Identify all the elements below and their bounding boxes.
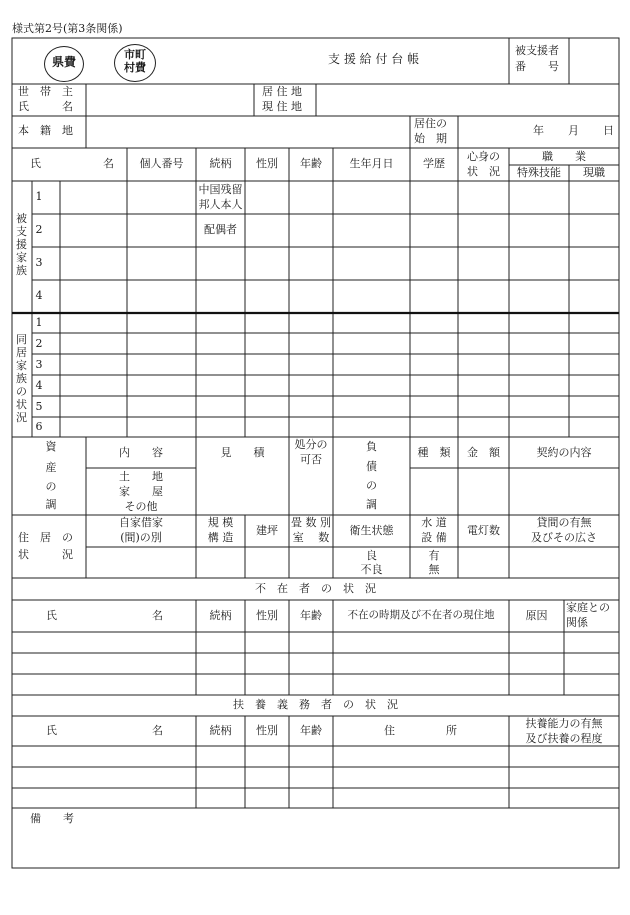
col-education: 学歴 <box>423 157 445 170</box>
col-relation: 続柄 <box>209 157 232 170</box>
pref-fee-label: 県費 <box>51 55 76 69</box>
honseki-label: 本 籍 地 <box>18 124 73 137</box>
assets-label-4: 調 <box>45 498 57 511</box>
assets-item-house: 家 屋 <box>119 485 163 498</box>
cohabit-row-1-num: 1 <box>35 316 43 329</box>
housing-scale-2: 構 造 <box>207 531 234 544</box>
month-label: 月 <box>568 124 579 137</box>
assets-label-1: 資 <box>45 440 57 453</box>
city-fee-label-2: 村費 <box>124 61 146 74</box>
residence-label: 居 住 地 <box>262 85 302 98</box>
debt-label-1: 負 <box>366 440 377 453</box>
debt-label-3: の <box>366 479 377 492</box>
current-address-label: 現 住 地 <box>262 100 302 113</box>
assets-disposal-1: 処分の <box>294 438 328 451</box>
housing-rooms-2: 室 数 <box>292 531 330 544</box>
cohabit-row-2-num: 2 <box>35 337 43 350</box>
col-current-job: 現職 <box>583 166 605 179</box>
supported-row-1-num: 1 <box>35 190 43 203</box>
absent-col-age: 年齢 <box>300 609 322 622</box>
residence-start-label-2: 始 期 <box>414 132 447 145</box>
absent-col-sex: 性別 <box>256 609 278 622</box>
support-col-name-b: 名 <box>152 724 163 737</box>
housing-lamps: 電灯数 <box>467 524 500 537</box>
supported-row-2-relation: 配偶者 <box>204 223 237 236</box>
housing-water-2: 設 備 <box>421 531 447 544</box>
assets-item-land: 土 地 <box>119 470 163 483</box>
support-col-sex: 性別 <box>256 724 278 737</box>
cohabiting-family-label: 同居家族の状況 <box>16 333 27 424</box>
col-name-b: 名 <box>103 157 114 170</box>
housing-rooms-1: 畳 数 別 <box>291 516 331 529</box>
col-name-a: 氏 <box>30 157 41 170</box>
cohabit-row-5-num: 5 <box>35 400 43 413</box>
household-head-label: 世 帯 主 <box>18 85 73 98</box>
supported-row-3-num: 3 <box>35 256 43 269</box>
housing-rental-1: 貸間の有無 <box>536 516 592 529</box>
day-label: 日 <box>603 124 614 137</box>
col-occupation: 職 業 <box>542 150 586 163</box>
housing-sanitation-good: 良 <box>366 549 377 562</box>
col-birthdate: 生年月日 <box>349 157 394 170</box>
col-health-1: 心身の <box>467 150 500 163</box>
household-name-label: 氏 名 <box>18 100 73 113</box>
col-special-skill: 特殊技能 <box>517 166 561 179</box>
absent-col-name-b: 名 <box>152 609 163 622</box>
housing-water-1: 水 道 <box>421 516 447 529</box>
absent-col-relation: 続柄 <box>209 609 232 622</box>
col-sex: 性別 <box>256 157 278 170</box>
supported-row-1-relation-1: 中国残留 <box>198 183 243 196</box>
support-col-relation: 続柄 <box>209 724 232 737</box>
absent-col-family-1: 家庭との <box>566 601 610 614</box>
recipient-no-label-1: 被支援者 <box>515 44 559 57</box>
assets-item-other: その他 <box>124 500 158 513</box>
cohabit-row-3-num: 3 <box>35 358 43 371</box>
supported-family-label: 被支援家族 <box>16 212 27 277</box>
year-label: 年 <box>533 124 544 137</box>
supported-row-4-num: 4 <box>35 289 43 302</box>
support-duty-title: 扶 養 義 務 者 の 状 況 <box>233 698 398 711</box>
housing-label-2: 状 況 <box>18 548 73 561</box>
housing-water-yes: 有 <box>428 549 440 562</box>
contract-header: 契約の内容 <box>536 446 592 459</box>
col-personal-number: 個人番号 <box>139 157 184 170</box>
absent-col-reason: 原因 <box>525 609 548 622</box>
cohabit-row-6-num: 6 <box>35 420 43 433</box>
city-fee-label-1: 市町 <box>124 48 146 61</box>
supported-row-2-num: 2 <box>35 223 43 236</box>
support-col-age: 年齢 <box>300 724 322 737</box>
housing-own-rent-1: 自家借家 <box>119 516 163 529</box>
debt-label-4: 調 <box>366 498 377 511</box>
support-col-name-a: 氏 <box>46 724 57 737</box>
housing-own-rent-2: (間)の別 <box>120 531 162 544</box>
housing-rental-2: 及びその広さ <box>531 531 597 544</box>
housing-label-1: 住 居 の <box>18 531 73 544</box>
debt-type-header: 種 類 <box>417 446 451 459</box>
support-col-address-b: 所 <box>446 724 457 737</box>
form-number: 様式第2号(第3条関係) <box>12 22 123 35</box>
housing-sanitation-bad: 不良 <box>360 563 383 576</box>
assets-label-2: 産 <box>45 461 57 474</box>
remarks-label: 備 考 <box>30 812 74 825</box>
support-col-capacity-2: 及び扶養の程度 <box>525 732 603 745</box>
recipient-no-label-2: 番 号 <box>515 60 559 73</box>
housing-water-no: 無 <box>428 563 440 576</box>
col-age: 年齢 <box>300 157 322 170</box>
col-health-2: 状 況 <box>467 165 500 178</box>
absent-col-period: 不在の時期及び不在者の現住地 <box>347 609 495 621</box>
assets-content-header: 内 容 <box>119 446 163 459</box>
absent-section-title: 不 在 者 の 状 況 <box>255 582 376 595</box>
supported-row-1-relation-2: 邦人本人 <box>198 198 243 211</box>
debt-label-2: 債 <box>366 460 377 473</box>
housing-sanitation: 衛生状態 <box>349 524 394 537</box>
assets-label-3: の <box>45 480 57 493</box>
housing-floor-area: 建坪 <box>256 524 278 537</box>
assets-disposal-2: 可否 <box>300 453 322 466</box>
cohabit-row-4-num: 4 <box>35 379 43 392</box>
support-col-capacity-1: 扶養能力の有無 <box>525 717 603 730</box>
residence-start-label-1: 居住の <box>414 117 447 130</box>
support-col-address-a: 住 <box>384 724 395 737</box>
page-title: 支 援 給 付 台 帳 <box>328 52 420 66</box>
absent-col-name-a: 氏 <box>46 609 57 622</box>
debt-amount-header: 金 額 <box>467 446 500 459</box>
assets-estimate-header: 見 積 <box>220 446 265 459</box>
housing-scale-1: 規 模 <box>207 516 234 529</box>
absent-col-family-2: 関係 <box>566 616 588 629</box>
